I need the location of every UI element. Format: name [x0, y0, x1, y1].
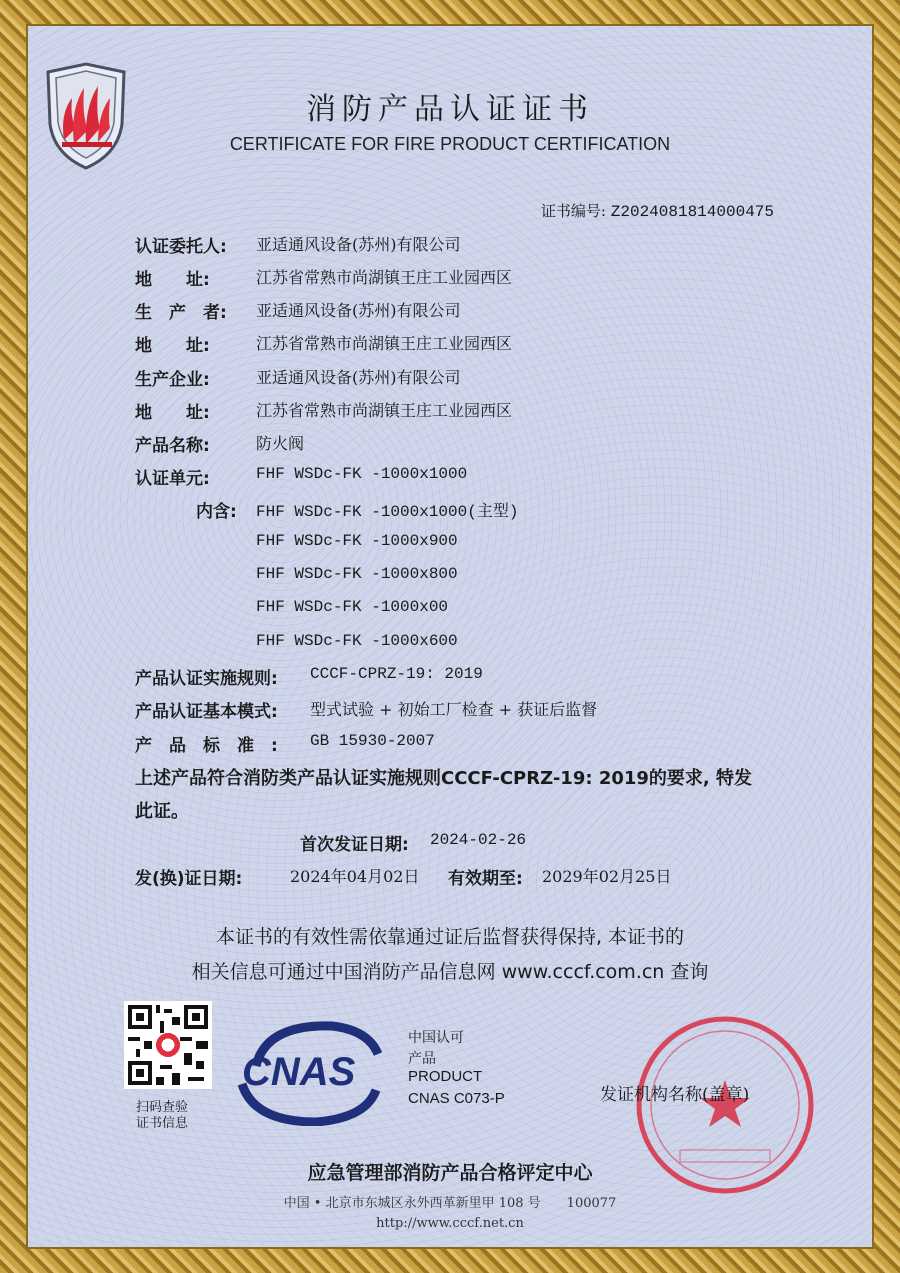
address-2-label: 地 址:	[135, 336, 210, 356]
cnas-logo	[236, 1018, 384, 1126]
mode-label: 产品认证基本模式:	[135, 702, 278, 722]
standard-label: 产 品 标 准 :	[135, 736, 278, 756]
issue-date-label: 发(换)证日期:	[135, 869, 243, 889]
certificate-number-value: Z2024081814000475	[610, 203, 774, 221]
enterprise-label: 生产企业:	[135, 370, 210, 390]
client-label: 认证委托人:	[135, 237, 227, 257]
contains-item: FHF WSDc-FK -1000x600	[256, 632, 458, 650]
contains-label: 内含:	[196, 502, 237, 522]
contains-item: FHF WSDc-FK -1000x800	[256, 565, 458, 583]
cnas-line-1: 中国认可	[408, 1030, 464, 1046]
unit-label: 认证单元:	[135, 469, 210, 489]
first-issue-value: 2024-02-26	[430, 831, 527, 849]
cnas-line-4: CNAS C073-P	[408, 1090, 505, 1107]
standard-value: GB 15930-2007	[310, 732, 435, 750]
rule-label: 产品认证实施规则:	[135, 669, 278, 689]
producer-value: 亚适通风设备(苏州)有限公司	[256, 301, 461, 320]
address-2-value: 江苏省常熟市尚湖镇王庄工业园西区	[256, 334, 513, 353]
certificate-title: 消防产品认证证书	[306, 92, 594, 127]
cnas-line-3: PRODUCT	[408, 1068, 483, 1085]
address-1-value: 江苏省常熟市尚湖镇王庄工业园西区	[256, 268, 513, 287]
address-3-value: 江苏省常熟市尚湖镇王庄工业园西区	[256, 401, 513, 420]
certificate-number	[541, 200, 774, 221]
issuing-organization: 应急管理部消防产品合格评定中心	[307, 1162, 593, 1184]
contains-item: FHF WSDc-FK -1000x00	[256, 598, 449, 616]
contains-item: FHF WSDc-FK -1000x900	[256, 532, 458, 550]
address-3-label: 地 址:	[135, 403, 210, 423]
qr-code[interactable]	[124, 1001, 212, 1089]
notice-line-2: 相关信息可通过中国消防产品信息网 www.cccf.com.cn 查询	[191, 961, 709, 983]
enterprise-value: 亚适通风设备(苏州)有限公司	[256, 368, 461, 387]
certificate-number-label: 证书编号:	[540, 202, 606, 220]
client-value: 亚适通风设备(苏州)有限公司	[256, 235, 461, 254]
first-issue-label: 首次发证日期:	[300, 835, 409, 855]
address-1-label: 地 址:	[135, 270, 210, 290]
product-name-label: 产品名称:	[135, 436, 210, 456]
footer-url[interactable]: http://www.cccf.net.cn	[376, 1216, 524, 1231]
product-name-value: 防火阀	[256, 434, 305, 453]
mode-value: 型式试验 + 初始工厂检查 + 获证后监督	[310, 700, 598, 719]
valid-until-label: 有效期至:	[448, 869, 523, 889]
statement-line-1: 上述产品符合消防类产品认证实施规则CCCF-CPRZ-19: 2019的要求, 特发	[135, 768, 753, 789]
notice-line-1: 本证书的有效性需依靠通过证后监督获得保持, 本证书的	[215, 926, 685, 948]
qr-caption-2: 证书信息	[136, 1116, 189, 1131]
producer-label: 生 产 者:	[135, 303, 227, 323]
footer-address: 中国 • 北京市东城区永外西革新里甲 108 号 100077	[283, 1196, 617, 1211]
qr-caption-1: 扫码查验	[136, 1100, 189, 1115]
statement-line-2: 此证。	[135, 801, 189, 822]
rule-value: CCCF-CPRZ-19: 2019	[310, 665, 483, 683]
unit-value: FHF WSDc-FK -1000x1000	[256, 465, 468, 483]
issue-date-value: 2024年04月02日	[290, 867, 420, 886]
certificate-subtitle: CERTIFICATE FOR FIRE PRODUCT CERTIFICATION	[229, 134, 671, 154]
cnas-line-2: 产品	[408, 1051, 436, 1067]
contains-item: FHF WSDc-FK -1000x1000(主型)	[256, 503, 519, 521]
issuer-label: 发证机构名称(盖章)	[600, 1085, 750, 1105]
valid-until-value: 2029年02月25日	[542, 867, 672, 886]
cnas-logo-text: CNAS	[242, 1050, 356, 1094]
